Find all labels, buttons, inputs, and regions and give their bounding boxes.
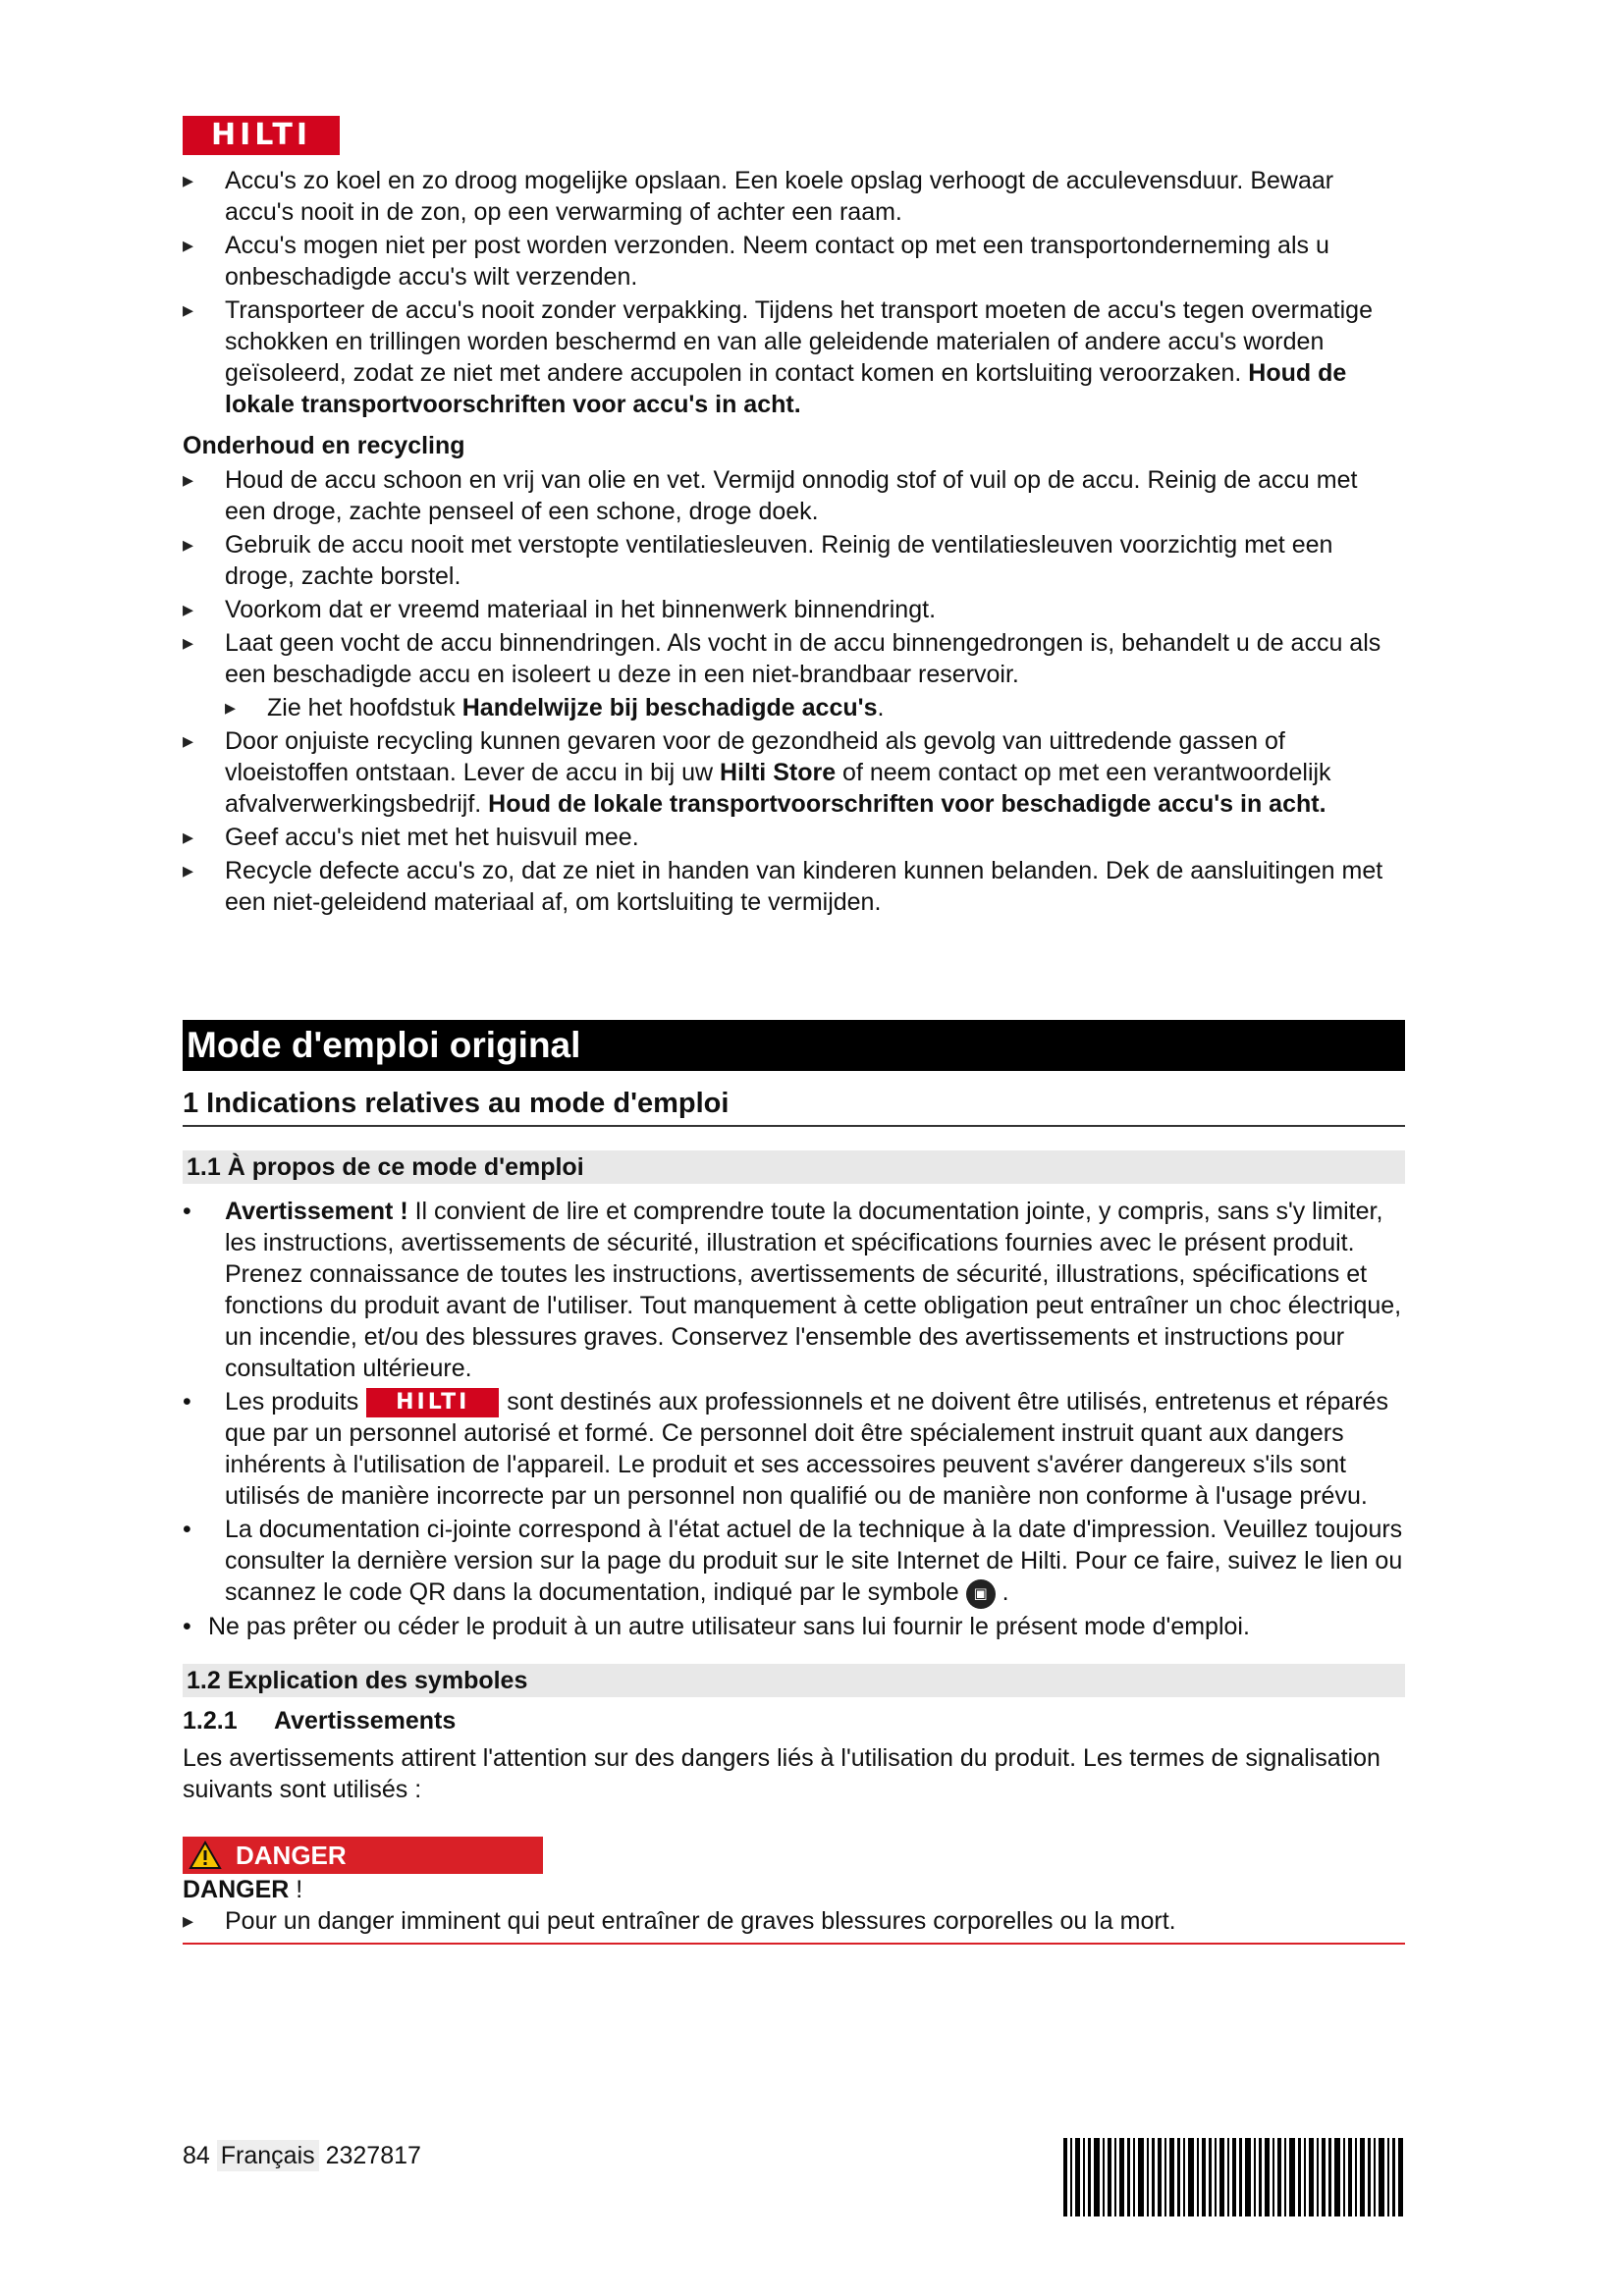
products-text: Les produits [225,1388,359,1415]
danger-mark: ! [289,1875,303,1903]
page-number: 84 [183,2142,210,2169]
period: . [1001,1578,1009,1607]
products-text-2: sont destinés aux professionnels et ne doivent être utilisés, entretenus et réparés que par un personnel autorisé et formé. Ce personnel doit être spécialement instruit quant aux dangers inhérents à l'utilisation de l'appareil. Le produit et ses accessoires peuvent s'avérer dangereux s'ils sont utilisés de manière incorrecte par un personnel non qualifié ou de manière non conforme à l'usage prévu. [225,1388,1388,1511]
section-1-2-heading: 1.2 Explication des symboles [183,1664,1405,1697]
hilti-logo: HILTI [183,116,340,155]
list-item [183,1196,1405,1384]
list-item: • Ne pas prêter ou céder le produit à un autre utilisateur sans lui fournir le présent mode d'emploi. [183,1611,1405,1642]
list-item: ▸ Houd de accu schoon en vrij van olie en vet. Vermijd onnodig stof of vuil op de accu. Reinig de accu met een droge, zachte penseel of een schone, droge doek. [183,464,1405,527]
section-title: Avertissements [274,1706,457,1735]
storage-list [183,165,1405,420]
list-item [183,1386,1405,1512]
danger-label-text: DANGER [236,1840,347,1870]
danger-list [183,1905,1405,1945]
section-1-heading: 1 Indications relatives au mode d'emploi [183,1086,1405,1127]
barcode [1063,2138,1403,2216]
section-1-1-heading: 1.1 À propos de ce mode d'emploi [183,1150,1405,1184]
hilti-inline-logo: HILTI [366,1388,499,1417]
list-item: ▸ Geef accu's niet met het huisvuil mee. [183,822,1405,853]
manual-section [183,1150,1405,1945]
maintenance-heading: Onderhoud en recycling [183,432,465,459]
warning-label: Avertissement ! [225,1198,408,1225]
battery-section [183,165,1405,920]
list-item [183,725,1405,820]
hilti-store: Hilti Store [720,759,837,786]
transport-bold: Houd de lokale transportvoorschriften voor accu's in acht. [225,359,1347,418]
list-item [183,294,1405,420]
list-item [183,1514,1405,1608]
list-item: ▸ Pour un danger imminent qui peut entraîner de graves blessures corporelles ou la mort. [183,1905,1405,1937]
recycling-text: Door onjuiste recycling kunnen gevaren voor de gezondheid als gevolg van uittredende gassen of vloeistoffen ontstaan. Lever de accu in bij uw [225,727,1285,786]
list-item: ▸ Gebruik de accu nooit met verstopte ventilatiesleuven. Reinig de ventilatiesleuven voorzichtig met een droge, zachte borstel. [183,529,1405,592]
list-item: ▸ Accu's mogen niet per post worden verzonden. Neem contact op met een transportonderneming als u onbeschadigde accu's wilt verzenden. [183,230,1405,293]
list-item [183,627,1405,723]
period: . [877,694,885,721]
manual-banner: Mode d'emploi original [183,1020,1405,1071]
list-item [225,692,1405,723]
warnings-intro: Les avertissements attirent l'attention sur des dangers liés à l'utilisation du produit. Les termes de signalisation suivants sont utilisés : [183,1743,1380,1803]
transport-text: Transporteer de accu's nooit zonder verpakking. Tijdens het transport moeten de accu's tegen overmatige schokken en trillingen worden beschermd en van alle geleidende materialen of andere accu's worden geïsoleerd, zodat ze niet met andere accupolen in contact komen en kortsluiting veroorzaken. [225,296,1373,387]
doc-number: 2327817 [325,2142,421,2169]
section-number: 1.2.1 [183,1706,238,1735]
maintenance-list [183,464,1405,918]
footer-language: Français [217,2140,319,2171]
recycling-bold: Houd de lokale transportvoorschriften voor beschadigde accu's in acht. [488,790,1326,818]
chapter-link[interactable]: Handelwijze bij beschadigde accu's [461,694,878,721]
maint-4-text: Laat geen vocht de accu binnendringen. Als vocht in de accu binnengedrongen is, behandelt u de accu als een beschadigde accu en isoleert u deze in een niet-brandbaar reservoir. [225,629,1381,688]
list-item: ▸ Voorkom dat er vreemd materiaal in het binnenwerk binnendringt. [183,594,1405,625]
qr-symbol-icon: ▣ [966,1579,996,1609]
danger-heading [183,1874,1405,1905]
danger-label [183,1837,543,1874]
documentation-text: La documentation ci-jointe correspond à l'état actuel de la technique à la date d'impression. Veuillez toujours consulter la dernière version sur la page du produit sur le site Internet de Hilti. Pour ce faire, suivez le lien ou scannez le code QR dans la documentation, indiqué par le symbole [225,1516,1403,1607]
warning-triangle-icon [189,1841,222,1870]
see-chapter-text: Zie het hoofdstuk [267,694,462,721]
page-footer [183,2140,421,2171]
list-item: ▸ Accu's zo koel en zo droog mogelijke opslaan. Een koele opslag verhoogt de acculevensduur. Bewaar accu's nooit in de zon, op een verwarming of achter een raam. [183,165,1405,228]
danger-word: DANGER [183,1875,290,1903]
list-item: ▸ Recycle defecte accu's zo, dat ze niet in handen van kinderen kunnen belanden. Dek de aansluitingen met een niet-geleidend materiaal af, om kortsluiting te vermijden. [183,855,1405,918]
section-1-2-1-heading [183,1705,1405,1736]
recycling-text-2: of neem contact op met een verantwoordelijk afvalverwerkingsbedrijf. [225,759,1331,818]
warning-text: Il convient de lire et comprendre toute la documentation jointe, y compris, sans s'y limiter, les instructions, avertissements de sécurité, illustration et spécifications fournies avec le présent produit. Prenez connaissance de toutes les instructions, avertissements de sécurité, illustrations, spécifications et fonctions du produit avant de l'utiliser. Tout manquement à cette obligation peut entraîner un choc électrique, un incendie, et/ou des blessures graves. Conservez l'ensemble des avertissements et instructions pour consultation ultérieure. [225,1198,1402,1382]
sub-list [225,692,1405,723]
manual-list [183,1196,1405,1642]
